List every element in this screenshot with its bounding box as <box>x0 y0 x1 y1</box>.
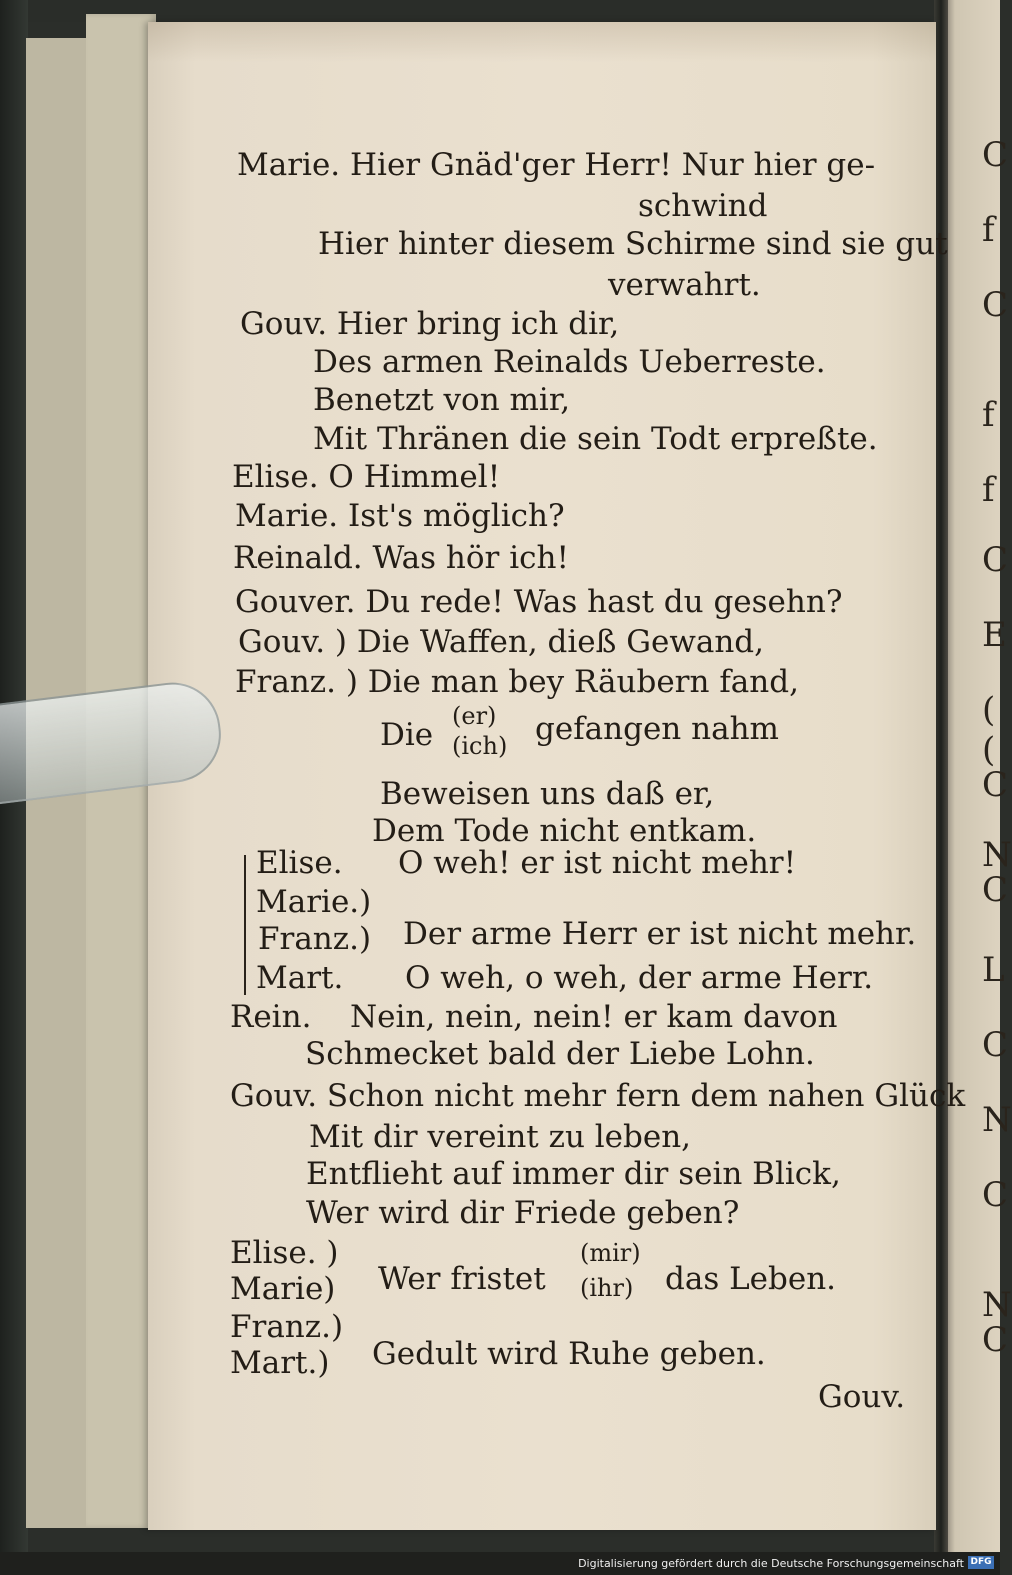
text-line: Dem Tode nicht entkam. <box>372 813 757 849</box>
text-line: Reinald. Was hör ich! <box>233 540 569 576</box>
text-line: Franz.) <box>230 1309 344 1345</box>
facing-page-glyph: f <box>982 395 995 435</box>
facing-page-glyph: C <box>982 1025 1009 1065</box>
facing-page-glyph: f <box>982 210 995 250</box>
text-line: O weh! er ist nicht mehr! <box>398 845 797 881</box>
facing-page-glyph: f <box>982 470 995 510</box>
text-line: Wer fristet <box>378 1261 546 1297</box>
text-line: schwind <box>638 188 768 224</box>
dfg-logo: DFG <box>968 1556 994 1569</box>
footer-credit: Digitalisierung gefördert durch die Deutsche Forschungsgemeinschaft <box>578 1557 964 1570</box>
facing-page-glyph: N <box>982 835 1012 875</box>
text-line: Benetzt von mir, <box>313 382 571 418</box>
text-line: Marie) <box>230 1271 336 1307</box>
text-line-stacked: (er) <box>452 702 497 730</box>
text-line: Franz. ) Die man bey Räubern fand, <box>235 664 799 700</box>
text-line: Mart.) <box>230 1345 330 1381</box>
facing-page-glyph: N <box>982 1285 1012 1325</box>
text-line: Gouver. Du rede! Was hast du gesehn? <box>235 584 843 620</box>
text-line: Die <box>380 717 434 753</box>
text-line: Rein. <box>230 999 312 1035</box>
text-line: Der arme Herr er ist nicht mehr. <box>403 916 917 952</box>
text-line: Marie. Hier Gnäd'ger Herr! Nur hier ge- <box>237 147 876 183</box>
text-line: verwahrt. <box>608 267 761 303</box>
text-line: Elise. O Himmel! <box>232 459 501 495</box>
catchword: Gouv. <box>818 1379 906 1415</box>
text-line: Des armen Reinalds Ueberreste. <box>313 344 826 380</box>
text-line: Entflieht auf immer dir sein Blick, <box>306 1156 841 1192</box>
text-line: Hier hinter diesem Schirme sind sie gut <box>318 226 948 262</box>
text-line: gefangen nahm <box>535 711 779 747</box>
text-line: Marie. Ist's möglich? <box>235 498 565 534</box>
text-line: Gouv. ) Die Waffen, dieß Gewand, <box>238 624 765 660</box>
facing-page-glyph: ( <box>982 690 996 730</box>
text-line: das Leben. <box>665 1261 837 1297</box>
page-shadow <box>148 22 936 62</box>
text-line: Elise. <box>256 845 343 881</box>
text-line: Mart. <box>256 960 344 996</box>
text-line: Gedult wird Ruhe geben. <box>372 1336 766 1372</box>
text-line: Elise. ) <box>230 1235 339 1271</box>
text-line: O weh, o weh, der arme Herr. <box>405 960 874 996</box>
text-line: Franz.) <box>258 921 372 957</box>
facing-page-glyph: ( <box>982 730 996 770</box>
facing-page-glyph: C <box>982 1320 1009 1360</box>
facing-page-glyph: N <box>982 1100 1012 1140</box>
text-line-stacked: (mir) <box>580 1239 641 1267</box>
text-line: Nein, nein, nein! er kam davon <box>350 999 838 1035</box>
facing-page-glyph: C <box>982 135 1009 175</box>
brace-line <box>244 855 246 995</box>
text-line: Gouv. Schon nicht mehr fern dem nahen Glück <box>230 1078 966 1114</box>
facing-page-glyph: E <box>982 615 1007 655</box>
facing-page-glyph: C <box>982 285 1009 325</box>
text-line: Schmecket bald der Liebe Lohn. <box>305 1036 815 1072</box>
text-line: Marie.) <box>256 884 372 920</box>
facing-page-glyph: C <box>982 540 1009 580</box>
text-line-stacked: (ich) <box>452 732 508 760</box>
text-line: Gouv. Hier bring ich dir, <box>240 306 620 342</box>
facing-page-glyph: C <box>982 765 1009 805</box>
text-line: Wer wird dir Friede geben? <box>306 1195 740 1231</box>
text-line: Mit dir vereint zu leben, <box>309 1119 692 1155</box>
text-line: Beweisen uns daß er, <box>380 776 715 812</box>
text-line-stacked: (ihr) <box>580 1274 634 1302</box>
facing-page-glyph: C <box>982 870 1009 910</box>
facing-page-glyph: L <box>982 950 1005 990</box>
text-line: Mit Thränen die sein Todt erpreßte. <box>313 421 878 457</box>
facing-page-glyph: C <box>982 1175 1009 1215</box>
